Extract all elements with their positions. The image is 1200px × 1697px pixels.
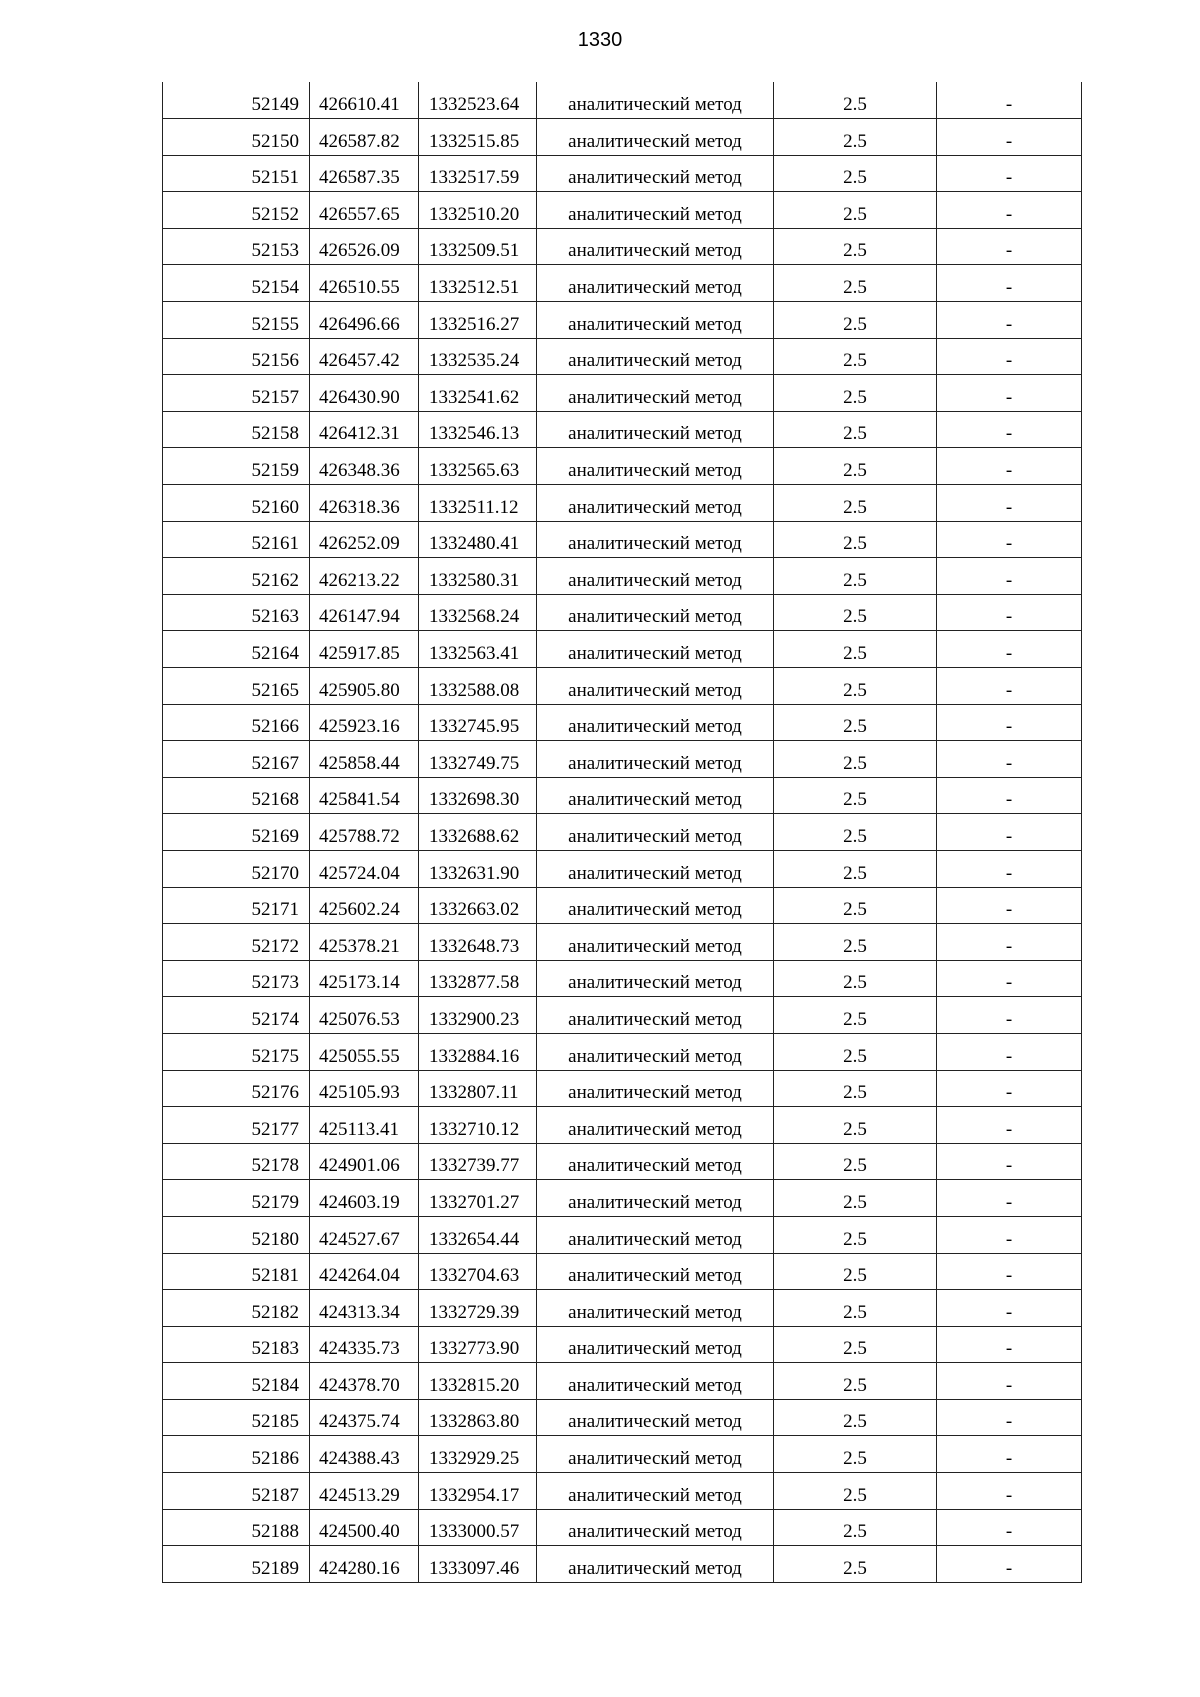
x-coordinate-cell: 425917.85: [310, 631, 419, 668]
table-row: [163, 338, 1082, 375]
y-coordinate-cell: 1332884.16: [419, 1033, 537, 1070]
table-row: [163, 1473, 1082, 1510]
note-cell: -: [937, 485, 1082, 522]
table-row: [163, 1253, 1082, 1290]
x-coordinate-cell: 425378.21: [310, 924, 419, 961]
point-number-cell: 52155: [163, 302, 310, 339]
method-cell: аналитический метод: [537, 82, 774, 119]
note-cell: -: [937, 1070, 1082, 1107]
y-coordinate-cell: 1332729.39: [419, 1290, 537, 1327]
accuracy-cell: 2.5: [774, 1070, 937, 1107]
y-coordinate-cell: 1332654.44: [419, 1216, 537, 1253]
accuracy-cell: 2.5: [774, 997, 937, 1034]
y-coordinate-cell: 1332929.25: [419, 1436, 537, 1473]
note-cell: -: [937, 704, 1082, 741]
x-coordinate-cell: 425724.04: [310, 850, 419, 887]
method-cell: аналитический метод: [537, 1399, 774, 1436]
table-row: [163, 594, 1082, 631]
y-coordinate-cell: 1332517.59: [419, 155, 537, 192]
note-cell: -: [937, 1290, 1082, 1327]
point-number-cell: 52151: [163, 155, 310, 192]
method-cell: аналитический метод: [537, 119, 774, 156]
point-number-cell: 52150: [163, 119, 310, 156]
table-row: [163, 1290, 1082, 1327]
method-cell: аналитический метод: [537, 887, 774, 924]
y-coordinate-cell: 1332701.27: [419, 1180, 537, 1217]
accuracy-cell: 2.5: [774, 924, 937, 961]
note-cell: -: [937, 1436, 1082, 1473]
x-coordinate-cell: 424527.67: [310, 1216, 419, 1253]
accuracy-cell: 2.5: [774, 1216, 937, 1253]
method-cell: аналитический метод: [537, 1436, 774, 1473]
method-cell: аналитический метод: [537, 850, 774, 887]
accuracy-cell: 2.5: [774, 338, 937, 375]
accuracy-cell: 2.5: [774, 1253, 937, 1290]
point-number-cell: 52154: [163, 265, 310, 302]
point-number-cell: 52153: [163, 228, 310, 265]
y-coordinate-cell: 1332704.63: [419, 1253, 537, 1290]
point-number-cell: 52170: [163, 850, 310, 887]
accuracy-cell: 2.5: [774, 887, 937, 924]
method-cell: аналитический метод: [537, 960, 774, 997]
note-cell: -: [937, 1473, 1082, 1510]
table-row: [163, 485, 1082, 522]
x-coordinate-cell: 424375.74: [310, 1399, 419, 1436]
y-coordinate-cell: 1332535.24: [419, 338, 537, 375]
point-number-cell: 52173: [163, 960, 310, 997]
accuracy-cell: 2.5: [774, 668, 937, 705]
note-cell: -: [937, 155, 1082, 192]
note-cell: -: [937, 228, 1082, 265]
accuracy-cell: 2.5: [774, 228, 937, 265]
y-coordinate-cell: 1332900.23: [419, 997, 537, 1034]
y-coordinate-cell: 1332509.51: [419, 228, 537, 265]
x-coordinate-cell: 426430.90: [310, 375, 419, 412]
accuracy-cell: 2.5: [774, 1180, 937, 1217]
point-number-cell: 52167: [163, 741, 310, 778]
method-cell: аналитический метод: [537, 1546, 774, 1583]
y-coordinate-cell: 1332773.90: [419, 1326, 537, 1363]
y-coordinate-cell: 1333097.46: [419, 1546, 537, 1583]
method-cell: аналитический метод: [537, 1180, 774, 1217]
point-number-cell: 52168: [163, 777, 310, 814]
x-coordinate-cell: 424378.70: [310, 1363, 419, 1400]
table-row: [163, 741, 1082, 778]
x-coordinate-cell: 425905.80: [310, 668, 419, 705]
accuracy-cell: 2.5: [774, 375, 937, 412]
method-cell: аналитический метод: [537, 375, 774, 412]
accuracy-cell: 2.5: [774, 1436, 937, 1473]
accuracy-cell: 2.5: [774, 485, 937, 522]
y-coordinate-cell: 1332877.58: [419, 960, 537, 997]
accuracy-cell: 2.5: [774, 960, 937, 997]
note-cell: -: [937, 1399, 1082, 1436]
x-coordinate-cell: 426557.65: [310, 192, 419, 229]
method-cell: аналитический метод: [537, 814, 774, 851]
accuracy-cell: 2.5: [774, 704, 937, 741]
y-coordinate-cell: 1332863.80: [419, 1399, 537, 1436]
table-row: [163, 1326, 1082, 1363]
y-coordinate-cell: 1332631.90: [419, 850, 537, 887]
point-number-cell: 52183: [163, 1326, 310, 1363]
note-cell: -: [937, 741, 1082, 778]
table-row: [163, 558, 1082, 595]
note-cell: -: [937, 1216, 1082, 1253]
point-number-cell: 52176: [163, 1070, 310, 1107]
y-coordinate-cell: 1332565.63: [419, 448, 537, 485]
table-row: [163, 1399, 1082, 1436]
accuracy-cell: 2.5: [774, 521, 937, 558]
y-coordinate-cell: 1332541.62: [419, 375, 537, 412]
accuracy-cell: 2.5: [774, 594, 937, 631]
table-row: [163, 1033, 1082, 1070]
table-row: [163, 850, 1082, 887]
table-row: [163, 704, 1082, 741]
x-coordinate-cell: 425841.54: [310, 777, 419, 814]
note-cell: -: [937, 1033, 1082, 1070]
table-row: [163, 777, 1082, 814]
table-row: [163, 1509, 1082, 1546]
method-cell: аналитический метод: [537, 777, 774, 814]
method-cell: аналитический метод: [537, 411, 774, 448]
method-cell: аналитический метод: [537, 1070, 774, 1107]
table-row: [163, 1546, 1082, 1583]
method-cell: аналитический метод: [537, 704, 774, 741]
x-coordinate-cell: 424280.16: [310, 1546, 419, 1583]
x-coordinate-cell: 425858.44: [310, 741, 419, 778]
y-coordinate-cell: 1332663.02: [419, 887, 537, 924]
x-coordinate-cell: 424388.43: [310, 1436, 419, 1473]
x-coordinate-cell: 425055.55: [310, 1033, 419, 1070]
point-number-cell: 52179: [163, 1180, 310, 1217]
x-coordinate-cell: 426147.94: [310, 594, 419, 631]
method-cell: аналитический метод: [537, 1363, 774, 1400]
x-coordinate-cell: 426526.09: [310, 228, 419, 265]
point-number-cell: 52163: [163, 594, 310, 631]
table-row: [163, 631, 1082, 668]
y-coordinate-cell: 1332710.12: [419, 1107, 537, 1144]
point-number-cell: 52149: [163, 82, 310, 119]
point-number-cell: 52175: [163, 1033, 310, 1070]
method-cell: аналитический метод: [537, 924, 774, 961]
note-cell: -: [937, 997, 1082, 1034]
x-coordinate-cell: 424500.40: [310, 1509, 419, 1546]
note-cell: -: [937, 1509, 1082, 1546]
x-coordinate-cell: 424901.06: [310, 1143, 419, 1180]
point-number-cell: 52158: [163, 411, 310, 448]
table-row: [163, 82, 1082, 119]
method-cell: аналитический метод: [537, 631, 774, 668]
y-coordinate-cell: 1332749.75: [419, 741, 537, 778]
method-cell: аналитический метод: [537, 265, 774, 302]
accuracy-cell: 2.5: [774, 155, 937, 192]
note-cell: -: [937, 960, 1082, 997]
table-row: [163, 1107, 1082, 1144]
note-cell: -: [937, 668, 1082, 705]
note-cell: -: [937, 448, 1082, 485]
note-cell: -: [937, 631, 1082, 668]
table-row: [163, 155, 1082, 192]
method-cell: аналитический метод: [537, 1473, 774, 1510]
x-coordinate-cell: 426252.09: [310, 521, 419, 558]
accuracy-cell: 2.5: [774, 631, 937, 668]
y-coordinate-cell: 1332815.20: [419, 1363, 537, 1400]
y-coordinate-cell: 1332523.64: [419, 82, 537, 119]
x-coordinate-cell: 425113.41: [310, 1107, 419, 1144]
y-coordinate-cell: 1332515.85: [419, 119, 537, 156]
method-cell: аналитический метод: [537, 1216, 774, 1253]
y-coordinate-cell: 1332511.12: [419, 485, 537, 522]
point-number-cell: 52169: [163, 814, 310, 851]
y-coordinate-cell: 1332516.27: [419, 302, 537, 339]
accuracy-cell: 2.5: [774, 558, 937, 595]
accuracy-cell: 2.5: [774, 1363, 937, 1400]
accuracy-cell: 2.5: [774, 1033, 937, 1070]
x-coordinate-cell: 426496.66: [310, 302, 419, 339]
point-number-cell: 52152: [163, 192, 310, 229]
table-row: [163, 1436, 1082, 1473]
point-number-cell: 52189: [163, 1546, 310, 1583]
note-cell: -: [937, 924, 1082, 961]
point-number-cell: 52159: [163, 448, 310, 485]
y-coordinate-cell: 1332580.31: [419, 558, 537, 595]
table-row: [163, 411, 1082, 448]
note-cell: -: [937, 82, 1082, 119]
x-coordinate-cell: 426457.42: [310, 338, 419, 375]
note-cell: -: [937, 265, 1082, 302]
table-row: [163, 814, 1082, 851]
point-number-cell: 52165: [163, 668, 310, 705]
point-number-cell: 52160: [163, 485, 310, 522]
point-number-cell: 52172: [163, 924, 310, 961]
point-number-cell: 52188: [163, 1509, 310, 1546]
accuracy-cell: 2.5: [774, 448, 937, 485]
accuracy-cell: 2.5: [774, 192, 937, 229]
accuracy-cell: 2.5: [774, 777, 937, 814]
point-number-cell: 52156: [163, 338, 310, 375]
point-number-cell: 52171: [163, 887, 310, 924]
x-coordinate-cell: 425076.53: [310, 997, 419, 1034]
method-cell: аналитический метод: [537, 997, 774, 1034]
method-cell: аналитический метод: [537, 1509, 774, 1546]
note-cell: -: [937, 594, 1082, 631]
x-coordinate-cell: 425173.14: [310, 960, 419, 997]
note-cell: -: [937, 1143, 1082, 1180]
method-cell: аналитический метод: [537, 338, 774, 375]
accuracy-cell: 2.5: [774, 1326, 937, 1363]
table-row: [163, 924, 1082, 961]
table-row: [163, 192, 1082, 229]
point-number-cell: 52174: [163, 997, 310, 1034]
note-cell: -: [937, 1363, 1082, 1400]
table-row: [163, 1143, 1082, 1180]
note-cell: -: [937, 192, 1082, 229]
x-coordinate-cell: 426348.36: [310, 448, 419, 485]
x-coordinate-cell: 426510.55: [310, 265, 419, 302]
y-coordinate-cell: 1332739.77: [419, 1143, 537, 1180]
method-cell: аналитический метод: [537, 741, 774, 778]
method-cell: аналитический метод: [537, 192, 774, 229]
point-number-cell: 52164: [163, 631, 310, 668]
point-number-cell: 52181: [163, 1253, 310, 1290]
point-number-cell: 52157: [163, 375, 310, 412]
method-cell: аналитический метод: [537, 668, 774, 705]
accuracy-cell: 2.5: [774, 1399, 937, 1436]
table-row: [163, 375, 1082, 412]
y-coordinate-cell: 1332480.41: [419, 521, 537, 558]
point-number-cell: 52162: [163, 558, 310, 595]
method-cell: аналитический метод: [537, 1107, 774, 1144]
y-coordinate-cell: 1333000.57: [419, 1509, 537, 1546]
method-cell: аналитический метод: [537, 521, 774, 558]
y-coordinate-cell: 1332563.41: [419, 631, 537, 668]
x-coordinate-cell: 425105.93: [310, 1070, 419, 1107]
method-cell: аналитический метод: [537, 1253, 774, 1290]
note-cell: -: [937, 1253, 1082, 1290]
method-cell: аналитический метод: [537, 155, 774, 192]
note-cell: -: [937, 302, 1082, 339]
point-number-cell: 52185: [163, 1399, 310, 1436]
x-coordinate-cell: 426587.35: [310, 155, 419, 192]
method-cell: аналитический метод: [537, 1033, 774, 1070]
x-coordinate-cell: 424313.34: [310, 1290, 419, 1327]
accuracy-cell: 2.5: [774, 411, 937, 448]
x-coordinate-cell: 424264.04: [310, 1253, 419, 1290]
method-cell: аналитический метод: [537, 485, 774, 522]
method-cell: аналитический метод: [537, 302, 774, 339]
coordinates-table-container: [162, 82, 1081, 1583]
x-coordinate-cell: 424513.29: [310, 1473, 419, 1510]
table-row: [163, 521, 1082, 558]
accuracy-cell: 2.5: [774, 1509, 937, 1546]
point-number-cell: 52177: [163, 1107, 310, 1144]
note-cell: -: [937, 814, 1082, 851]
accuracy-cell: 2.5: [774, 850, 937, 887]
x-coordinate-cell: 425602.24: [310, 887, 419, 924]
x-coordinate-cell: 425788.72: [310, 814, 419, 851]
table-row: [163, 997, 1082, 1034]
table-row: [163, 448, 1082, 485]
table-row: [163, 887, 1082, 924]
note-cell: -: [937, 338, 1082, 375]
note-cell: -: [937, 375, 1082, 412]
x-coordinate-cell: 426318.36: [310, 485, 419, 522]
accuracy-cell: 2.5: [774, 1290, 937, 1327]
point-number-cell: 52166: [163, 704, 310, 741]
point-number-cell: 52161: [163, 521, 310, 558]
point-number-cell: 52178: [163, 1143, 310, 1180]
point-number-cell: 52182: [163, 1290, 310, 1327]
note-cell: -: [937, 1180, 1082, 1217]
accuracy-cell: 2.5: [774, 741, 937, 778]
y-coordinate-cell: 1332698.30: [419, 777, 537, 814]
note-cell: -: [937, 850, 1082, 887]
point-number-cell: 52184: [163, 1363, 310, 1400]
x-coordinate-cell: 424335.73: [310, 1326, 419, 1363]
accuracy-cell: 2.5: [774, 1473, 937, 1510]
note-cell: -: [937, 411, 1082, 448]
accuracy-cell: 2.5: [774, 302, 937, 339]
y-coordinate-cell: 1332954.17: [419, 1473, 537, 1510]
x-coordinate-cell: 426587.82: [310, 119, 419, 156]
y-coordinate-cell: 1332512.51: [419, 265, 537, 302]
point-number-cell: 52186: [163, 1436, 310, 1473]
table-row: [163, 119, 1082, 156]
note-cell: -: [937, 1107, 1082, 1144]
y-coordinate-cell: 1332588.08: [419, 668, 537, 705]
table-row: [163, 265, 1082, 302]
accuracy-cell: 2.5: [774, 119, 937, 156]
y-coordinate-cell: 1332510.20: [419, 192, 537, 229]
method-cell: аналитический метод: [537, 594, 774, 631]
note-cell: -: [937, 558, 1082, 595]
x-coordinate-cell: 426610.41: [310, 82, 419, 119]
table-row: [163, 668, 1082, 705]
page-number: 1330: [577, 29, 623, 51]
note-cell: -: [937, 119, 1082, 156]
x-coordinate-cell: 426412.31: [310, 411, 419, 448]
accuracy-cell: 2.5: [774, 1143, 937, 1180]
table-row: [163, 1216, 1082, 1253]
table-row: [163, 228, 1082, 265]
table-row: [163, 302, 1082, 339]
table-body: [163, 82, 1082, 1582]
method-cell: аналитический метод: [537, 1143, 774, 1180]
y-coordinate-cell: 1332807.11: [419, 1070, 537, 1107]
y-coordinate-cell: 1332648.73: [419, 924, 537, 961]
method-cell: аналитический метод: [537, 558, 774, 595]
note-cell: -: [937, 1326, 1082, 1363]
method-cell: аналитический метод: [537, 228, 774, 265]
method-cell: аналитический метод: [537, 1326, 774, 1363]
x-coordinate-cell: 426213.22: [310, 558, 419, 595]
note-cell: -: [937, 777, 1082, 814]
y-coordinate-cell: 1332688.62: [419, 814, 537, 851]
table-row: [163, 1070, 1082, 1107]
note-cell: -: [937, 521, 1082, 558]
note-cell: -: [937, 1546, 1082, 1583]
y-coordinate-cell: 1332568.24: [419, 594, 537, 631]
note-cell: -: [937, 887, 1082, 924]
table-row: [163, 1363, 1082, 1400]
x-coordinate-cell: 424603.19: [310, 1180, 419, 1217]
accuracy-cell: 2.5: [774, 82, 937, 119]
method-cell: аналитический метод: [537, 1290, 774, 1327]
accuracy-cell: 2.5: [774, 265, 937, 302]
y-coordinate-cell: 1332745.95: [419, 704, 537, 741]
y-coordinate-cell: 1332546.13: [419, 411, 537, 448]
table-row: [163, 960, 1082, 997]
coordinates-table: [162, 82, 1082, 1583]
accuracy-cell: 2.5: [774, 1107, 937, 1144]
accuracy-cell: 2.5: [774, 1546, 937, 1583]
accuracy-cell: 2.5: [774, 814, 937, 851]
method-cell: аналитический метод: [537, 448, 774, 485]
x-coordinate-cell: 425923.16: [310, 704, 419, 741]
point-number-cell: 52187: [163, 1473, 310, 1510]
point-number-cell: 52180: [163, 1216, 310, 1253]
table-row: [163, 1180, 1082, 1217]
